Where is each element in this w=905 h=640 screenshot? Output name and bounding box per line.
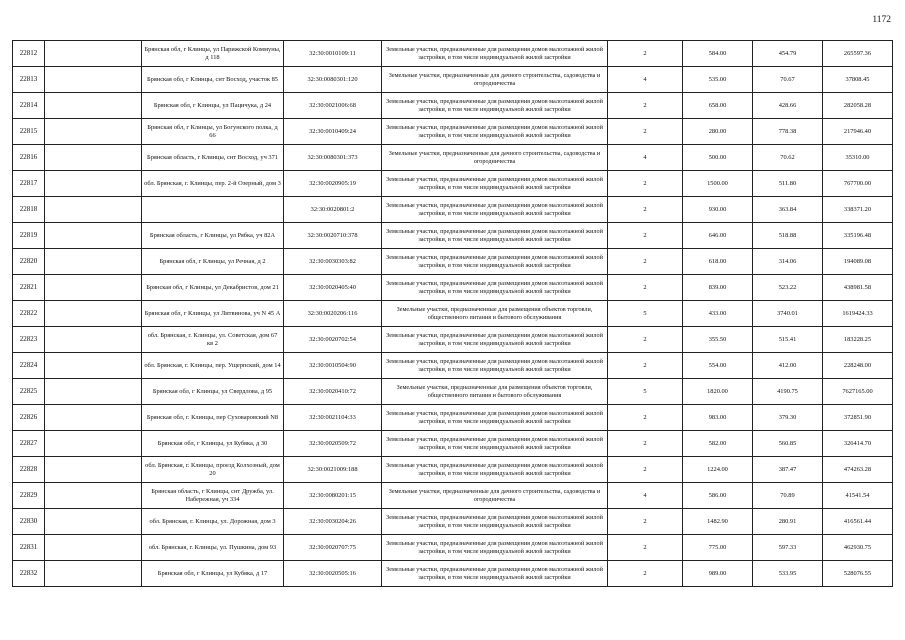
- cadastral-value-cell: 335196.48: [823, 223, 893, 249]
- row-number-cell: 22824: [13, 353, 45, 379]
- row-number-cell: 22818: [13, 197, 45, 223]
- address-cell: обл. Брянская, г. Клинцы, ул. Советская, дом 67 кв 2: [142, 327, 284, 353]
- table-row: [13, 41, 893, 67]
- empty-cell: [45, 93, 142, 119]
- empty-cell: [45, 483, 142, 509]
- address-cell: Брянская обл, г Клинцы, ул Парижской Коммуны, д 118: [142, 41, 284, 67]
- land-use-cell: Земельные участки, предназначенные для дачного строительства, садоводства и огородничества: [382, 67, 608, 93]
- cadastral-value-cell: 338371.20: [823, 197, 893, 223]
- group-code-cell: 2: [608, 405, 683, 431]
- area-cell: 584.00: [683, 41, 753, 67]
- group-code-cell: 2: [608, 119, 683, 145]
- cadastral-number-cell: 32:30:0010409:24: [284, 119, 382, 145]
- land-use-cell: Земельные участки, предназначенные для размещения домов малоэтажной жилой застройки, в том числе индивидуальной жилой застройки: [382, 41, 608, 67]
- cadastral-value-table: [12, 40, 893, 587]
- address-cell: Брянская обл, г Клинцы, ул Пацичука, д 24: [142, 93, 284, 119]
- cadastral-number-cell: 32:30:0010504:90: [284, 353, 382, 379]
- area-cell: 433.00: [683, 301, 753, 327]
- area-cell: 930.00: [683, 197, 753, 223]
- specific-value-cell: 280.91: [753, 509, 823, 535]
- address-cell: Брянская обл, г Клинцы, ул Декабристов, дом 21: [142, 275, 284, 301]
- land-use-cell: Земельные участки, предназначенные для размещения объектов торговли, общественного питания и бытового обслуживания: [382, 301, 608, 327]
- cadastral-number-cell: 32:30:0021104:33: [284, 405, 382, 431]
- empty-cell: [45, 457, 142, 483]
- area-cell: 582.00: [683, 431, 753, 457]
- empty-cell: [45, 535, 142, 561]
- group-code-cell: 2: [608, 535, 683, 561]
- address-cell: обл. Брянская, г. Клинцы, пер. Ущерпский, дом 14: [142, 353, 284, 379]
- table-row: [13, 145, 893, 171]
- page-number: 1172: [872, 15, 891, 25]
- row-number-cell: 22829: [13, 483, 45, 509]
- empty-cell: [45, 405, 142, 431]
- row-number-cell: 22830: [13, 509, 45, 535]
- group-code-cell: 5: [608, 301, 683, 327]
- cadastral-value-cell: 265597.36: [823, 41, 893, 67]
- group-code-cell: 2: [608, 249, 683, 275]
- group-code-cell: 2: [608, 171, 683, 197]
- table-row: [13, 431, 893, 457]
- area-cell: 658.00: [683, 93, 753, 119]
- specific-value-cell: 511.80: [753, 171, 823, 197]
- empty-cell: [45, 41, 142, 67]
- row-number-cell: 22832: [13, 561, 45, 587]
- cadastral-number-cell: 32:30:0010109:11: [284, 41, 382, 67]
- table-row: [13, 223, 893, 249]
- group-code-cell: 2: [608, 93, 683, 119]
- table-row: [13, 457, 893, 483]
- group-code-cell: 2: [608, 457, 683, 483]
- group-code-cell: 4: [608, 483, 683, 509]
- land-use-cell: Земельные участки, предназначенные для размещения домов малоэтажной жилой застройки, в том числе индивидуальной жилой застройки: [382, 275, 608, 301]
- cadastral-value-cell: 217946.40: [823, 119, 893, 145]
- specific-value-cell: 778.38: [753, 119, 823, 145]
- address-cell: Брянская обл, г Клинцы, ул Кубяка, д 17: [142, 561, 284, 587]
- cadastral-value-cell: 194089.08: [823, 249, 893, 275]
- specific-value-cell: 70.62: [753, 145, 823, 171]
- empty-cell: [45, 197, 142, 223]
- empty-cell: [45, 327, 142, 353]
- land-use-cell: Земельные участки, предназначенные для размещения домов малоэтажной жилой застройки, в том числе индивидуальной жилой застройки: [382, 327, 608, 353]
- group-code-cell: 5: [608, 379, 683, 405]
- table-row: [13, 67, 893, 93]
- empty-cell: [45, 171, 142, 197]
- group-code-cell: 2: [608, 509, 683, 535]
- cadastral-number-cell: 32:30:0020410:72: [284, 379, 382, 405]
- table-row: [13, 249, 893, 275]
- table-row: [13, 119, 893, 145]
- address-cell: Брянская обл, г Клинцы, ул Свердлова, д 95: [142, 379, 284, 405]
- empty-cell: [45, 119, 142, 145]
- area-cell: 618.00: [683, 249, 753, 275]
- empty-cell: [45, 561, 142, 587]
- cadastral-value-cell: 438981.58: [823, 275, 893, 301]
- specific-value-cell: 70.67: [753, 67, 823, 93]
- cadastral-number-cell: 32:30:0020801:2: [284, 197, 382, 223]
- land-use-cell: Земельные участки, предназначенные для размещения домов малоэтажной жилой застройки, в том числе индивидуальной жилой застройки: [382, 223, 608, 249]
- row-number-cell: 22828: [13, 457, 45, 483]
- area-cell: 1500.00: [683, 171, 753, 197]
- cadastral-number-cell: 32:30:0020905:19: [284, 171, 382, 197]
- specific-value-cell: 518.88: [753, 223, 823, 249]
- row-number-cell: 22812: [13, 41, 45, 67]
- cadastral-value-cell: 7627165.00: [823, 379, 893, 405]
- table-row: [13, 93, 893, 119]
- table-row: [13, 171, 893, 197]
- cadastral-number-cell: 32:30:0020702:54: [284, 327, 382, 353]
- row-number-cell: 22813: [13, 67, 45, 93]
- group-code-cell: 2: [608, 353, 683, 379]
- table-row: [13, 405, 893, 431]
- table-row: [13, 379, 893, 405]
- cadastral-value-cell: 282058.28: [823, 93, 893, 119]
- address-cell: Брянская обл, г Клинцы, ул Кубяка, д 30: [142, 431, 284, 457]
- land-use-cell: Земельные участки, предназначенные для размещения домов малоэтажной жилой застройки, в том числе индивидуальной жилой застройки: [382, 353, 608, 379]
- cadastral-value-cell: 416561.44: [823, 509, 893, 535]
- cadastral-value-cell: 767700.00: [823, 171, 893, 197]
- specific-value-cell: 4190.75: [753, 379, 823, 405]
- row-number-cell: 22819: [13, 223, 45, 249]
- address-cell: Брянская область, г Клинцы, ул Рябка, уч 82А: [142, 223, 284, 249]
- land-use-cell: Земельные участки, предназначенные для дачного строительства, садоводства и огородничества: [382, 483, 608, 509]
- land-use-cell: Земельные участки, предназначенные для размещения домов малоэтажной жилой застройки, в том числе индивидуальной жилой застройки: [382, 405, 608, 431]
- address-cell: обл. Брянская, г. Клинцы, проезд Колхозный, дом 20: [142, 457, 284, 483]
- empty-cell: [45, 379, 142, 405]
- empty-cell: [45, 431, 142, 457]
- cadastral-number-cell: 32:30:0030303:82: [284, 249, 382, 275]
- cadastral-number-cell: 32:30:0080301:373: [284, 145, 382, 171]
- area-cell: 646.00: [683, 223, 753, 249]
- group-code-cell: 2: [608, 197, 683, 223]
- specific-value-cell: 412.00: [753, 353, 823, 379]
- group-code-cell: 2: [608, 223, 683, 249]
- row-number-cell: 22827: [13, 431, 45, 457]
- cadastral-value-cell: 35310.00: [823, 145, 893, 171]
- address-cell: Брянская обл, г Клинцы, ул Богунского полка, д 66: [142, 119, 284, 145]
- cadastral-value-cell: 183228.25: [823, 327, 893, 353]
- address-cell: [142, 197, 284, 223]
- group-code-cell: 4: [608, 67, 683, 93]
- empty-cell: [45, 353, 142, 379]
- group-code-cell: 4: [608, 145, 683, 171]
- address-cell: Брянская область, г Клинцы, снт Дружба, ул. Набережная, уч 334: [142, 483, 284, 509]
- row-number-cell: 22823: [13, 327, 45, 353]
- cadastral-number-cell: 32:30:0020206:116: [284, 301, 382, 327]
- address-cell: Брянская обл, г Клинцы, ул Литвинова, уч N 45 А: [142, 301, 284, 327]
- specific-value-cell: 597.33: [753, 535, 823, 561]
- row-number-cell: 22815: [13, 119, 45, 145]
- area-cell: 839.00: [683, 275, 753, 301]
- area-cell: 554.00: [683, 353, 753, 379]
- specific-value-cell: 363.84: [753, 197, 823, 223]
- cadastral-value-cell: 37808.45: [823, 67, 893, 93]
- area-cell: 775.00: [683, 535, 753, 561]
- cadastral-value-cell: 528076.55: [823, 561, 893, 587]
- area-cell: 500.00: [683, 145, 753, 171]
- address-cell: обл. Брянская, г. Клинцы, пер. 2-й Озерный, дом 3: [142, 171, 284, 197]
- empty-cell: [45, 67, 142, 93]
- cadastral-number-cell: 32:30:0030204:26: [284, 509, 382, 535]
- row-number-cell: 22831: [13, 535, 45, 561]
- table-row: [13, 535, 893, 561]
- cadastral-value-cell: 326414.70: [823, 431, 893, 457]
- land-use-cell: Земельные участки, предназначенные для размещения домов малоэтажной жилой застройки, в том числе индивидуальной жилой застройки: [382, 197, 608, 223]
- group-code-cell: 2: [608, 327, 683, 353]
- row-number-cell: 22817: [13, 171, 45, 197]
- area-cell: 586.00: [683, 483, 753, 509]
- cadastral-number-cell: 32:30:0080301:120: [284, 67, 382, 93]
- row-number-cell: 22814: [13, 93, 45, 119]
- table-row: [13, 353, 893, 379]
- empty-cell: [45, 223, 142, 249]
- specific-value-cell: 3740.01: [753, 301, 823, 327]
- address-cell: Брянская обл, г. Клинцы, пер Суховаровский N8: [142, 405, 284, 431]
- address-cell: Брянская обл, г Клинцы, снт Восход, участок 85: [142, 67, 284, 93]
- empty-cell: [45, 145, 142, 171]
- specific-value-cell: 314.06: [753, 249, 823, 275]
- cadastral-number-cell: 32:30:0020710:378: [284, 223, 382, 249]
- cadastral-value-cell: 1619424.33: [823, 301, 893, 327]
- table-row: [13, 509, 893, 535]
- cadastral-number-cell: 32:30:0021009:188: [284, 457, 382, 483]
- cadastral-number-cell: 32:30:0020505:16: [284, 561, 382, 587]
- land-use-cell: Земельные участки, предназначенные для размещения домов малоэтажной жилой застройки, в том числе индивидуальной жилой застройки: [382, 535, 608, 561]
- group-code-cell: 2: [608, 275, 683, 301]
- land-use-cell: Земельные участки, предназначенные для размещения домов малоэтажной жилой застройки, в том числе индивидуальной жилой застройки: [382, 457, 608, 483]
- area-cell: 983.00: [683, 405, 753, 431]
- land-use-cell: Земельные участки, предназначенные для размещения домов малоэтажной жилой застройки, в том числе индивидуальной жилой застройки: [382, 119, 608, 145]
- row-number-cell: 22822: [13, 301, 45, 327]
- cadastral-number-cell: 32:30:0080201:15: [284, 483, 382, 509]
- table-body: [13, 41, 893, 587]
- empty-cell: [45, 249, 142, 275]
- cadastral-value-cell: 474263.28: [823, 457, 893, 483]
- cadastral-value-cell: 41541.54: [823, 483, 893, 509]
- area-cell: 280.00: [683, 119, 753, 145]
- area-cell: 1482.90: [683, 509, 753, 535]
- specific-value-cell: 454.79: [753, 41, 823, 67]
- address-cell: Брянская обл, г Клинцы, ул Речная, д 2: [142, 249, 284, 275]
- specific-value-cell: 428.66: [753, 93, 823, 119]
- table-row: [13, 301, 893, 327]
- area-cell: 535.00: [683, 67, 753, 93]
- area-cell: 1224.00: [683, 457, 753, 483]
- area-cell: 989.00: [683, 561, 753, 587]
- land-use-cell: Земельные участки, предназначенные для размещения домов малоэтажной жилой застройки, в том числе индивидуальной жилой застройки: [382, 431, 608, 457]
- cadastral-value-cell: 228248.00: [823, 353, 893, 379]
- table-row: [13, 197, 893, 223]
- group-code-cell: 2: [608, 41, 683, 67]
- area-cell: 1820.00: [683, 379, 753, 405]
- land-use-cell: Земельные участки, предназначенные для размещения объектов торговли, общественного питания и бытового обслуживания: [382, 379, 608, 405]
- cadastral-value-cell: 372851.90: [823, 405, 893, 431]
- address-cell: обл. Брянская, г. Клинцы, ул. Дорожная, дом 3: [142, 509, 284, 535]
- cadastral-number-cell: 32:30:0020707:75: [284, 535, 382, 561]
- land-use-cell: Земельные участки, предназначенные для размещения домов малоэтажной жилой застройки, в том числе индивидуальной жилой застройки: [382, 171, 608, 197]
- land-use-cell: Земельные участки, предназначенные для размещения домов малоэтажной жилой застройки, в том числе индивидуальной жилой застройки: [382, 249, 608, 275]
- specific-value-cell: 533.95: [753, 561, 823, 587]
- cadastral-number-cell: 32:30:0020405:40: [284, 275, 382, 301]
- row-number-cell: 22825: [13, 379, 45, 405]
- table-row: [13, 561, 893, 587]
- land-use-cell: Земельные участки, предназначенные для дачного строительства, садоводства и огородничества: [382, 145, 608, 171]
- table-row: [13, 275, 893, 301]
- address-cell: Брянская область, г Клинцы, снт Восход, уч 371: [142, 145, 284, 171]
- cadastral-value-cell: 462930.75: [823, 535, 893, 561]
- specific-value-cell: 70.89: [753, 483, 823, 509]
- cadastral-number-cell: 32:30:0021006:68: [284, 93, 382, 119]
- row-number-cell: 22816: [13, 145, 45, 171]
- table-row: [13, 327, 893, 353]
- row-number-cell: 22826: [13, 405, 45, 431]
- specific-value-cell: 523.22: [753, 275, 823, 301]
- address-cell: обл. Брянская, г. Клинцы, ул. Пушкина, дом 93: [142, 535, 284, 561]
- row-number-cell: 22821: [13, 275, 45, 301]
- empty-cell: [45, 275, 142, 301]
- specific-value-cell: 515.41: [753, 327, 823, 353]
- specific-value-cell: 560.85: [753, 431, 823, 457]
- row-number-cell: 22820: [13, 249, 45, 275]
- cadastral-number-cell: 32:30:0020509:72: [284, 431, 382, 457]
- table-row: [13, 483, 893, 509]
- specific-value-cell: 379.30: [753, 405, 823, 431]
- empty-cell: [45, 301, 142, 327]
- area-cell: 355.50: [683, 327, 753, 353]
- land-use-cell: Земельные участки, предназначенные для размещения домов малоэтажной жилой застройки, в том числе индивидуальной жилой застройки: [382, 93, 608, 119]
- group-code-cell: 2: [608, 561, 683, 587]
- empty-cell: [45, 509, 142, 535]
- group-code-cell: 2: [608, 431, 683, 457]
- land-use-cell: Земельные участки, предназначенные для размещения домов малоэтажной жилой застройки, в том числе индивидуальной жилой застройки: [382, 561, 608, 587]
- land-use-cell: Земельные участки, предназначенные для размещения домов малоэтажной жилой застройки, в том числе индивидуальной жилой застройки: [382, 509, 608, 535]
- specific-value-cell: 387.47: [753, 457, 823, 483]
